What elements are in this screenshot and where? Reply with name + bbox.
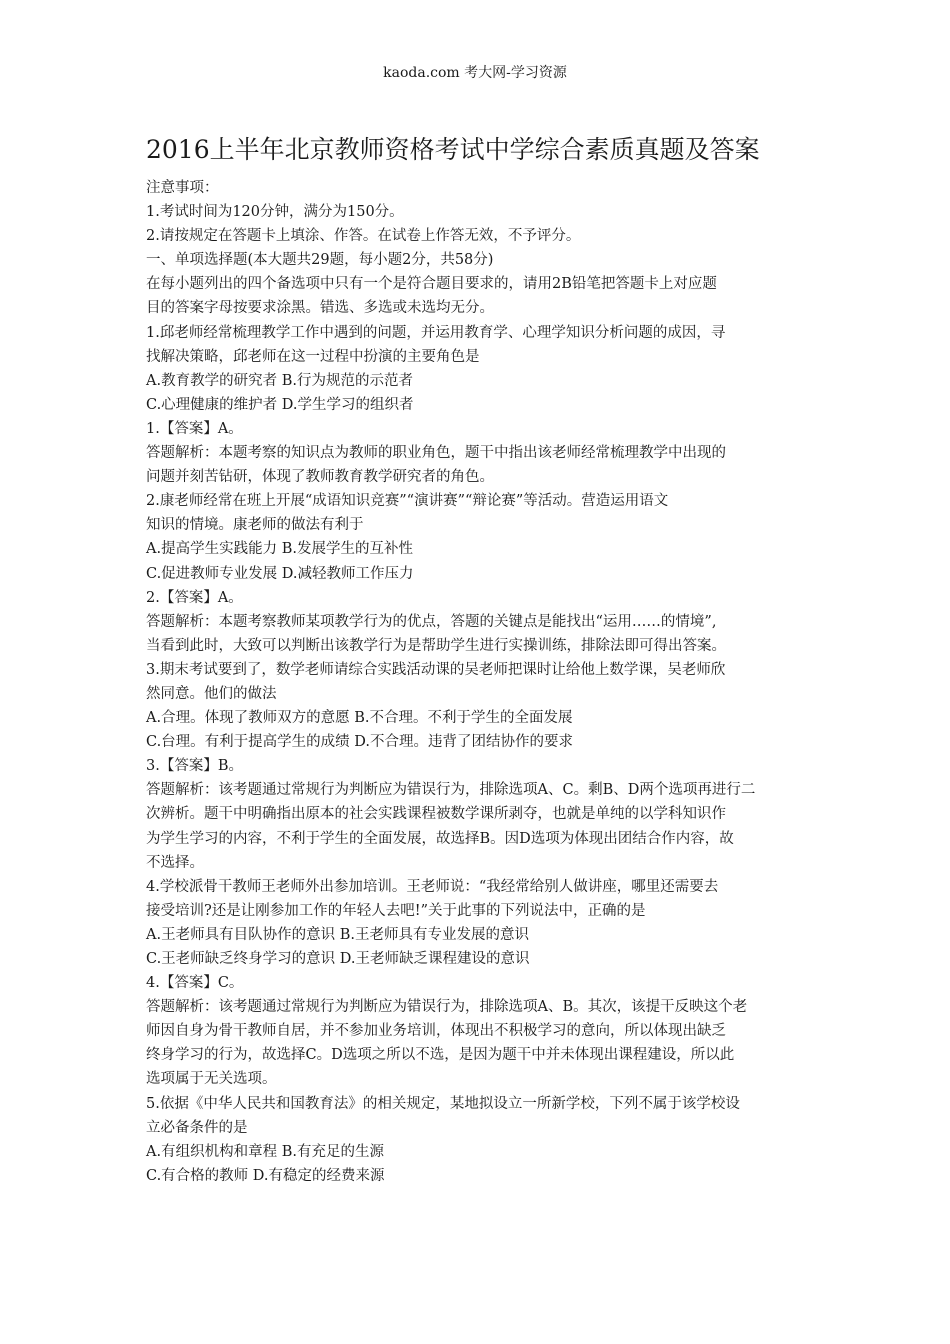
text-line: C.促进教师专业发展 D.减轻教师工作压力 bbox=[146, 565, 414, 582]
text-line: 2.【答案】A。 bbox=[146, 589, 243, 606]
text-line: 知识的情境。康老师的做法有利于 bbox=[146, 517, 364, 534]
text-line: 次辨析。题干中明确指出原本的社会实践课程被数学课所剥夺，也就是单纯的以学科知识作 bbox=[146, 806, 726, 823]
text-line: 1.邱老师经常梳理教学工作中遇到的问题，并运用教育学、心理学知识分析问题的成因，寻 bbox=[146, 324, 726, 341]
text-line: 接受培训?还是让刚参加工作的年轻人去吧!”关于此事的下列说法中，正确的是 bbox=[146, 902, 646, 919]
text-line: 2.请按规定在答题卡上填涂、作答。在试卷上作答无效，不予评分。 bbox=[146, 228, 581, 245]
text-line: 立必备条件的是 bbox=[146, 1119, 248, 1136]
document-body bbox=[146, 176, 812, 1188]
text-line: 师因自身为骨干教师自居，并不参加业务培训，体现出不积极学习的意向，所以体现出缺乏 bbox=[146, 1023, 726, 1040]
text-line: 当看到此时，大致可以判断出该教学行为是帮助学生进行实操训练，排除法即可得出答案。 bbox=[146, 637, 726, 654]
text-line: 答题解析：该考题通过常规行为判断应为错误行为，排除选项A、C。剩B、D两个选项再进行二 bbox=[146, 782, 756, 799]
document-title: 2016上半年北京教师资格考试中学综合素质真题及答案 bbox=[146, 135, 760, 164]
text-line: 注意事项： bbox=[146, 180, 219, 196]
text-line: 5.依据《中华人民共和国教育法》的相关规定，某地拟设立一所新学校，下列不属于该学校设 bbox=[146, 1095, 740, 1112]
text-line: 1.【答案】A。 bbox=[146, 420, 243, 437]
text-line: 3.期末考试要到了，数学老师请综合实践活动课的吴老师把课时让给他上数学课，吴老师欣 bbox=[146, 661, 726, 678]
text-line: A.合理。体现了教师双方的意愿 B.不合理。不利于学生的全面发展 bbox=[146, 710, 573, 727]
text-line: 4.学校派骨干教师王老师外出参加培训。王老师说：“我经常给别人做讲座，哪里还需要去 bbox=[146, 878, 719, 895]
text-line: 答题解析：该考题通过常规行为判断应为错误行为，排除选项A、B。其次，该提干反映这个老 bbox=[146, 999, 748, 1016]
text-line: 3.【答案】B。 bbox=[146, 758, 243, 775]
text-line: A.有组织机构和章程 B.有充足的生源 bbox=[146, 1143, 384, 1160]
text-line: C.王老师缺乏终身学习的意识 D.王老师缺乏课程建设的意识 bbox=[146, 951, 530, 967]
text-line: 一、单项选择题(本大题共29题，每小题2分，共58分) bbox=[146, 252, 494, 269]
text-line: A.王老师具有目队协作的意识 B.王老师具有专业发展的意识 bbox=[146, 926, 529, 943]
text-line: A.提高学生实践能力 B.发展学生的互补性 bbox=[146, 541, 413, 558]
text-line: 在每小题列出的四个备选项中只有一个是符合题目要求的，请用2B铅笔把答题卡上对应题 bbox=[146, 276, 717, 293]
text-line: C.心理健康的维护者 D.学生学习的组织者 bbox=[146, 396, 414, 413]
text-line: 问题并刻苦钻研，体现了教师教育教学研究者的角色。 bbox=[146, 469, 494, 486]
text-line: 答题解析：本题考察教师某项教学行为的优点，答题的关键点是能找出“运用……的情境”, bbox=[146, 613, 717, 630]
page-header: kaoda.com 考大网-学习资源 bbox=[383, 65, 567, 81]
text-line: 1.考试时间为120分钟，满分为150分。 bbox=[146, 204, 404, 221]
text-line: 目的答案字母按要求涂黑。错选、多选或未选均无分。 bbox=[146, 300, 494, 317]
text-line: 找解决策略，邱老师在这一过程中扮演的主要角色是 bbox=[146, 348, 480, 365]
text-line: 4.【答案】C。 bbox=[146, 975, 244, 992]
text-line: 2.康老师经常在班上开展“成语知识竞赛”“演讲赛”“辩论赛”等活动。营造运用语文 bbox=[146, 493, 669, 510]
text-line: 然同意。他们的做法 bbox=[146, 685, 277, 702]
text-line: 选项属于无关选项。 bbox=[146, 1071, 277, 1088]
text-line: C.有合格的教师 D.有稳定的经费来源 bbox=[146, 1167, 385, 1184]
text-line: 为学生学习的内容，不利于学生的全面发展，故选择B。因D选项为体现出团结合作内容，故 bbox=[146, 830, 734, 847]
text-line: 答题解析：本题考察的知识点为教师的职业角色，题干中指出该老师经常梳理教学中出现的 bbox=[146, 445, 726, 462]
text-line: C.台理。有利于提高学生的成绩 D.不合理。违背了团结协作的要求 bbox=[146, 734, 574, 751]
text-line: 终身学习的行为，故选择C。D选项之所以不选，是因为题干中并未体现出课程建设，所以此 bbox=[146, 1047, 735, 1064]
text-line: 不选择。 bbox=[146, 854, 204, 871]
text-line: A.教育教学的研究者 B.行为规范的示范者 bbox=[146, 372, 413, 389]
